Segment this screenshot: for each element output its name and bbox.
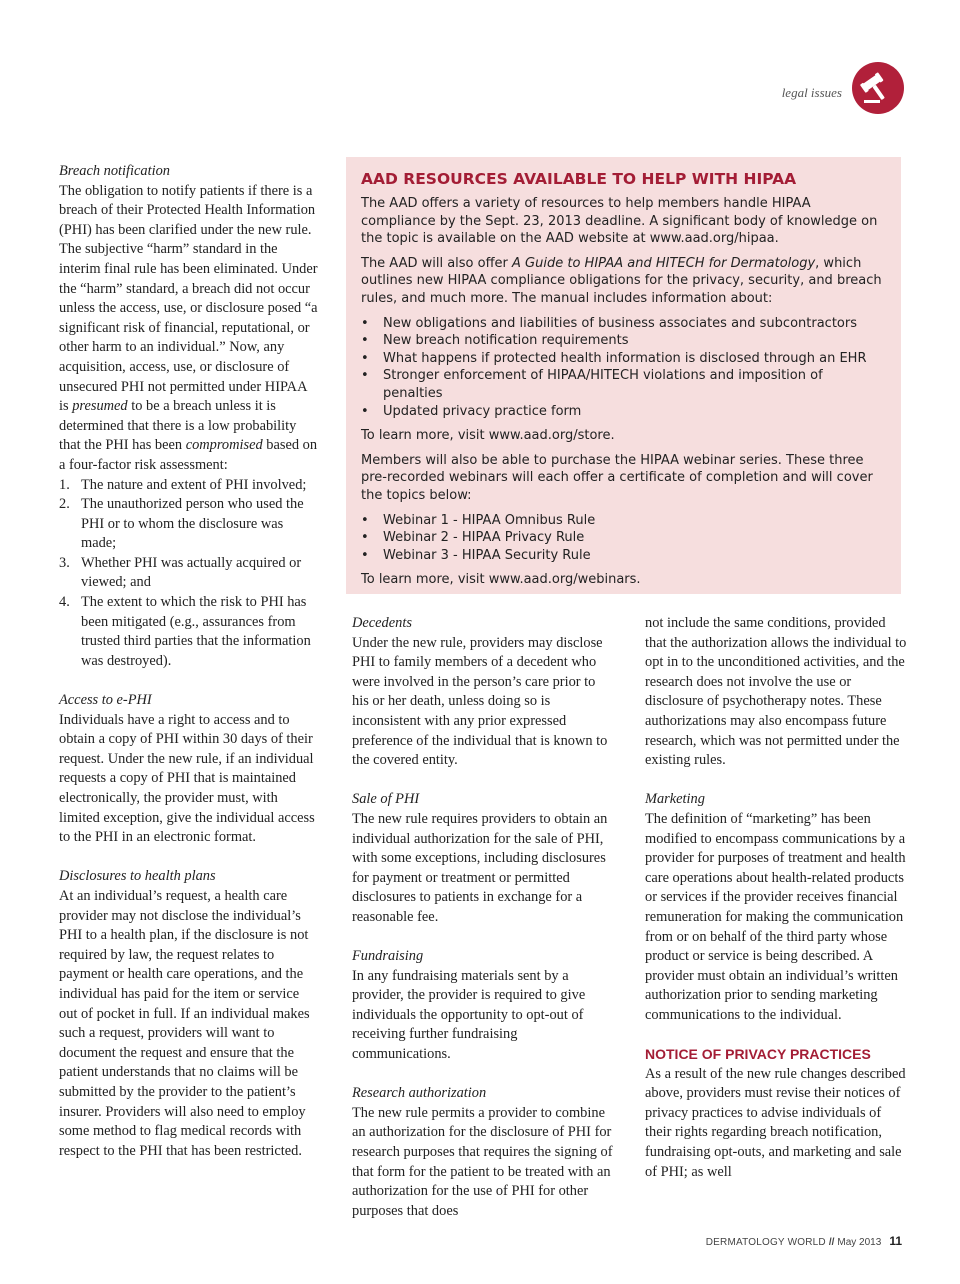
bullet-icon: • — [361, 530, 369, 546]
sidebar-webinar-paragraph: Members will also be able to purchase the HIPAA webinar series. These three pre-recorded webinars will each offer a certificate of completion and will cover the topics below: — [361, 452, 873, 503]
guide-title: A Guide to HIPAA and HITECH for Dermatology — [512, 255, 816, 271]
bullet-icon: • — [361, 350, 369, 366]
marketing-paragraph: The definition of “marketing” has been modified to encompass communications by a provider for purposes of treatment and health care operations about health-related products or services if the provider receives financial remuneration for making the communication from or on behalf of the third party whose product or service is being described. A provider must obtain an individual’s written authorization prior to sending marketing communications to the individual. — [645, 810, 906, 1023]
list-item — [59, 554, 319, 593]
research-section — [352, 1084, 614, 1221]
list-text: The nature and extent of PHI involved; — [81, 476, 307, 493]
list-item — [361, 367, 886, 402]
sidebar-guide-paragraph — [361, 255, 886, 308]
list-text: Webinar 3 - HIPAA Security Rule — [383, 547, 591, 563]
subhead-breach-notification: Breach notification — [59, 163, 170, 179]
list-text: Whether PHI was actually acquired or viewed; and — [81, 554, 302, 591]
guide-topics-list — [361, 315, 886, 421]
section-label: legal issues — [781, 85, 842, 100]
webinar-list — [361, 512, 886, 565]
breach-text-1: The obligation to notify patients if there is a breach of their Protected Health Information (PHI) has been clarified under the new rule. The subjective “harm” standard in the interim final rule has been eliminated. Under the “harm” standard, a breach did not occur unless the access, use, or disclosure posed “a significant risk of financial, reputational, or other harm to an individual.” Now, any acquisition, access, use, or disclosure of unsecured PHI not permitted under HIPAA is — [59, 182, 318, 415]
notice-heading: NOTICE OF PRIVACY PRACTICES — [645, 1046, 871, 1063]
list-item — [361, 547, 886, 565]
gavel-icon — [860, 70, 896, 106]
subhead-disclosures: Disclosures to health plans — [59, 868, 216, 885]
list-text: Webinar 2 - HIPAA Privacy Rule — [383, 530, 585, 546]
subhead-access-ephi: Access to e-PHI — [59, 692, 152, 709]
subhead-marketing: Marketing — [645, 791, 705, 808]
list-item — [361, 350, 886, 368]
disclosures-section — [59, 867, 319, 1161]
aad-resources-sidebar — [346, 157, 901, 594]
bullet-icon: • — [361, 512, 369, 528]
access-ephi-section — [59, 691, 319, 848]
breach-notification-section — [59, 162, 319, 671]
notice-paragraph: As a result of the new rule changes described above, providers must revise their notices of privacy practices to advise individuals of their rights regarding breach notification, fundraising opt-outs, and marketing and sale of PHI; as well — [645, 1065, 906, 1180]
list-number: 1. — [59, 476, 70, 493]
list-text: Updated privacy practice form — [383, 403, 582, 419]
risk-factor-list — [59, 476, 319, 672]
bullet-icon: • — [361, 333, 369, 349]
list-item — [59, 593, 319, 671]
list-text: The extent to which the risk to PHI has been mitigated (e.g., assurances from trusted third parties that the information was destroyed). — [81, 594, 311, 669]
sidebar-intro: The AAD offers a variety of resources to help members handle HIPAA compliance by the Sept. 23, 2013 deadline. A significant body of knowledge on the topic is available on the AAD website at www.aad.org/hipaa. — [361, 196, 878, 247]
list-number: 2. — [59, 496, 70, 513]
list-item — [361, 403, 886, 421]
list-item — [59, 476, 319, 496]
list-item — [361, 332, 886, 350]
bullet-icon: • — [361, 403, 369, 419]
guide-text-pre: The AAD will also offer — [361, 255, 513, 271]
breach-paragraph — [59, 182, 319, 476]
list-text: What happens if protected health information is disclosed through an EHR — [383, 350, 867, 366]
sale-paragraph: The new rule requires providers to obtain an individual authorization for the sale of PHI, with some exceptions, including disclosures for payment or treatment or permitted disclosures to patients in exchange for a reasonable fee. — [352, 810, 608, 925]
subhead-fundraising: Fundraising — [352, 948, 424, 965]
section-badge — [852, 62, 904, 114]
list-text: New obligations and liabilities of business associates and subcontractors — [383, 315, 857, 331]
research-continued-paragraph: not include the same conditions, provided that the authorization allows the individual to opt in to the unconditioned activities, and the research does not involve the use or disclosure of psychotherapy notes. These authorizations may also encompass future research, which was not permitted under the existing rules. — [645, 615, 907, 769]
access-paragraph: Individuals have a right to access and to obtain a copy of PHI within 30 days of their request. Under the new rule, if an individual requests a copy of PHI that is maintained electronically, the provider must, with limited exception, give the individual access to the PHI in an electronic format. — [59, 711, 315, 846]
right-column — [645, 614, 907, 1182]
sidebar-title: AAD RESOURCES AVAILABLE TO HELP WITH HIPAA — [361, 170, 797, 188]
learn-more-webinars: To learn more, visit www.aad.org/webinars. — [361, 572, 641, 588]
list-item — [361, 529, 886, 547]
guide-text-post: , which outlines new HIPAA compliance obligations for the privacy, security, and breach rules, and much more. The manual includes information about: — [361, 255, 882, 306]
footer-separator: // — [828, 1237, 835, 1248]
subhead-research: Research authorization — [352, 1085, 487, 1102]
list-text: New breach notification requirements — [383, 333, 629, 349]
breach-emphasis-compromised: compromised — [185, 437, 263, 454]
left-column — [59, 162, 319, 1161]
list-number: 3. — [59, 554, 70, 571]
disclosures-paragraph: At an individual’s request, a health care provider may not disclose the individual’s PHI to a health plan, if the disclosure is not required by law, the request relates to payment or health care operations, and the individual has paid for the item or service out of pocket in full. If an individual makes such a request, providers will want to document the request and ensure that the patient understands that no claims will be submitted by the provider to the patient’s insurer. Providers will also need to employ some method to flag medical records with respect to the PHI that has been restricted. — [59, 887, 310, 1159]
bullet-icon: • — [361, 368, 369, 384]
fundraising-paragraph: In any fundraising materials sent by a provider, the provider is required to give individuals the opportunity to opt-out of receiving further fundraising communications. — [352, 967, 586, 1063]
fundraising-section — [352, 947, 614, 1065]
list-item — [59, 495, 319, 554]
bullet-icon: • — [361, 547, 369, 563]
list-text: Webinar 1 - HIPAA Omnibus Rule — [383, 512, 596, 528]
page-number: 11 — [889, 1234, 902, 1248]
marketing-section — [645, 790, 907, 1025]
page-header — [782, 62, 904, 114]
subhead-decedents: Decedents — [352, 615, 412, 631]
publication-name: DERMATOLOGY WORLD — [705, 1237, 826, 1248]
decedents-section — [352, 614, 614, 771]
breach-emphasis-presumed: presumed — [72, 398, 128, 415]
decedents-paragraph: Under the new rule, providers may disclose PHI to family members of a decedent who were involved in the person’s care prior to his or her death, unless doing so is inconsistent with any prior expressed preference of the individual that is known to the covered entity. — [352, 634, 608, 769]
middle-column — [352, 614, 614, 1221]
notice-section — [645, 1045, 907, 1182]
list-item — [361, 315, 886, 333]
breach-text-2: to be a breach unless it is determined that there is a low probability that the PHI has been — [59, 398, 297, 454]
subhead-sale-phi: Sale of PHI — [352, 791, 420, 808]
sale-phi-section — [352, 790, 614, 927]
research-paragraph: The new rule permits a provider to combine an authorization for the disclosure of PHI for research purposes that requires the signing of that form for the patient to be treated with an authorization for the use of PHI for other purposes that does — [352, 1104, 613, 1219]
issue-date: May 2013 — [837, 1237, 882, 1248]
breach-text-3: based on a four-factor risk assessment: — [59, 437, 318, 473]
list-text: The unauthorized person who used the PHI or to whom the disclosure was made; — [81, 496, 304, 552]
bullet-icon: • — [361, 315, 369, 331]
learn-more-store: To learn more, visit www.aad.org/store. — [361, 428, 615, 444]
list-item — [361, 512, 886, 530]
list-text: Stronger enforcement of HIPAA/HITECH violations and imposition of penalties — [383, 368, 823, 401]
page-footer — [706, 1234, 902, 1248]
list-number: 4. — [59, 594, 70, 611]
